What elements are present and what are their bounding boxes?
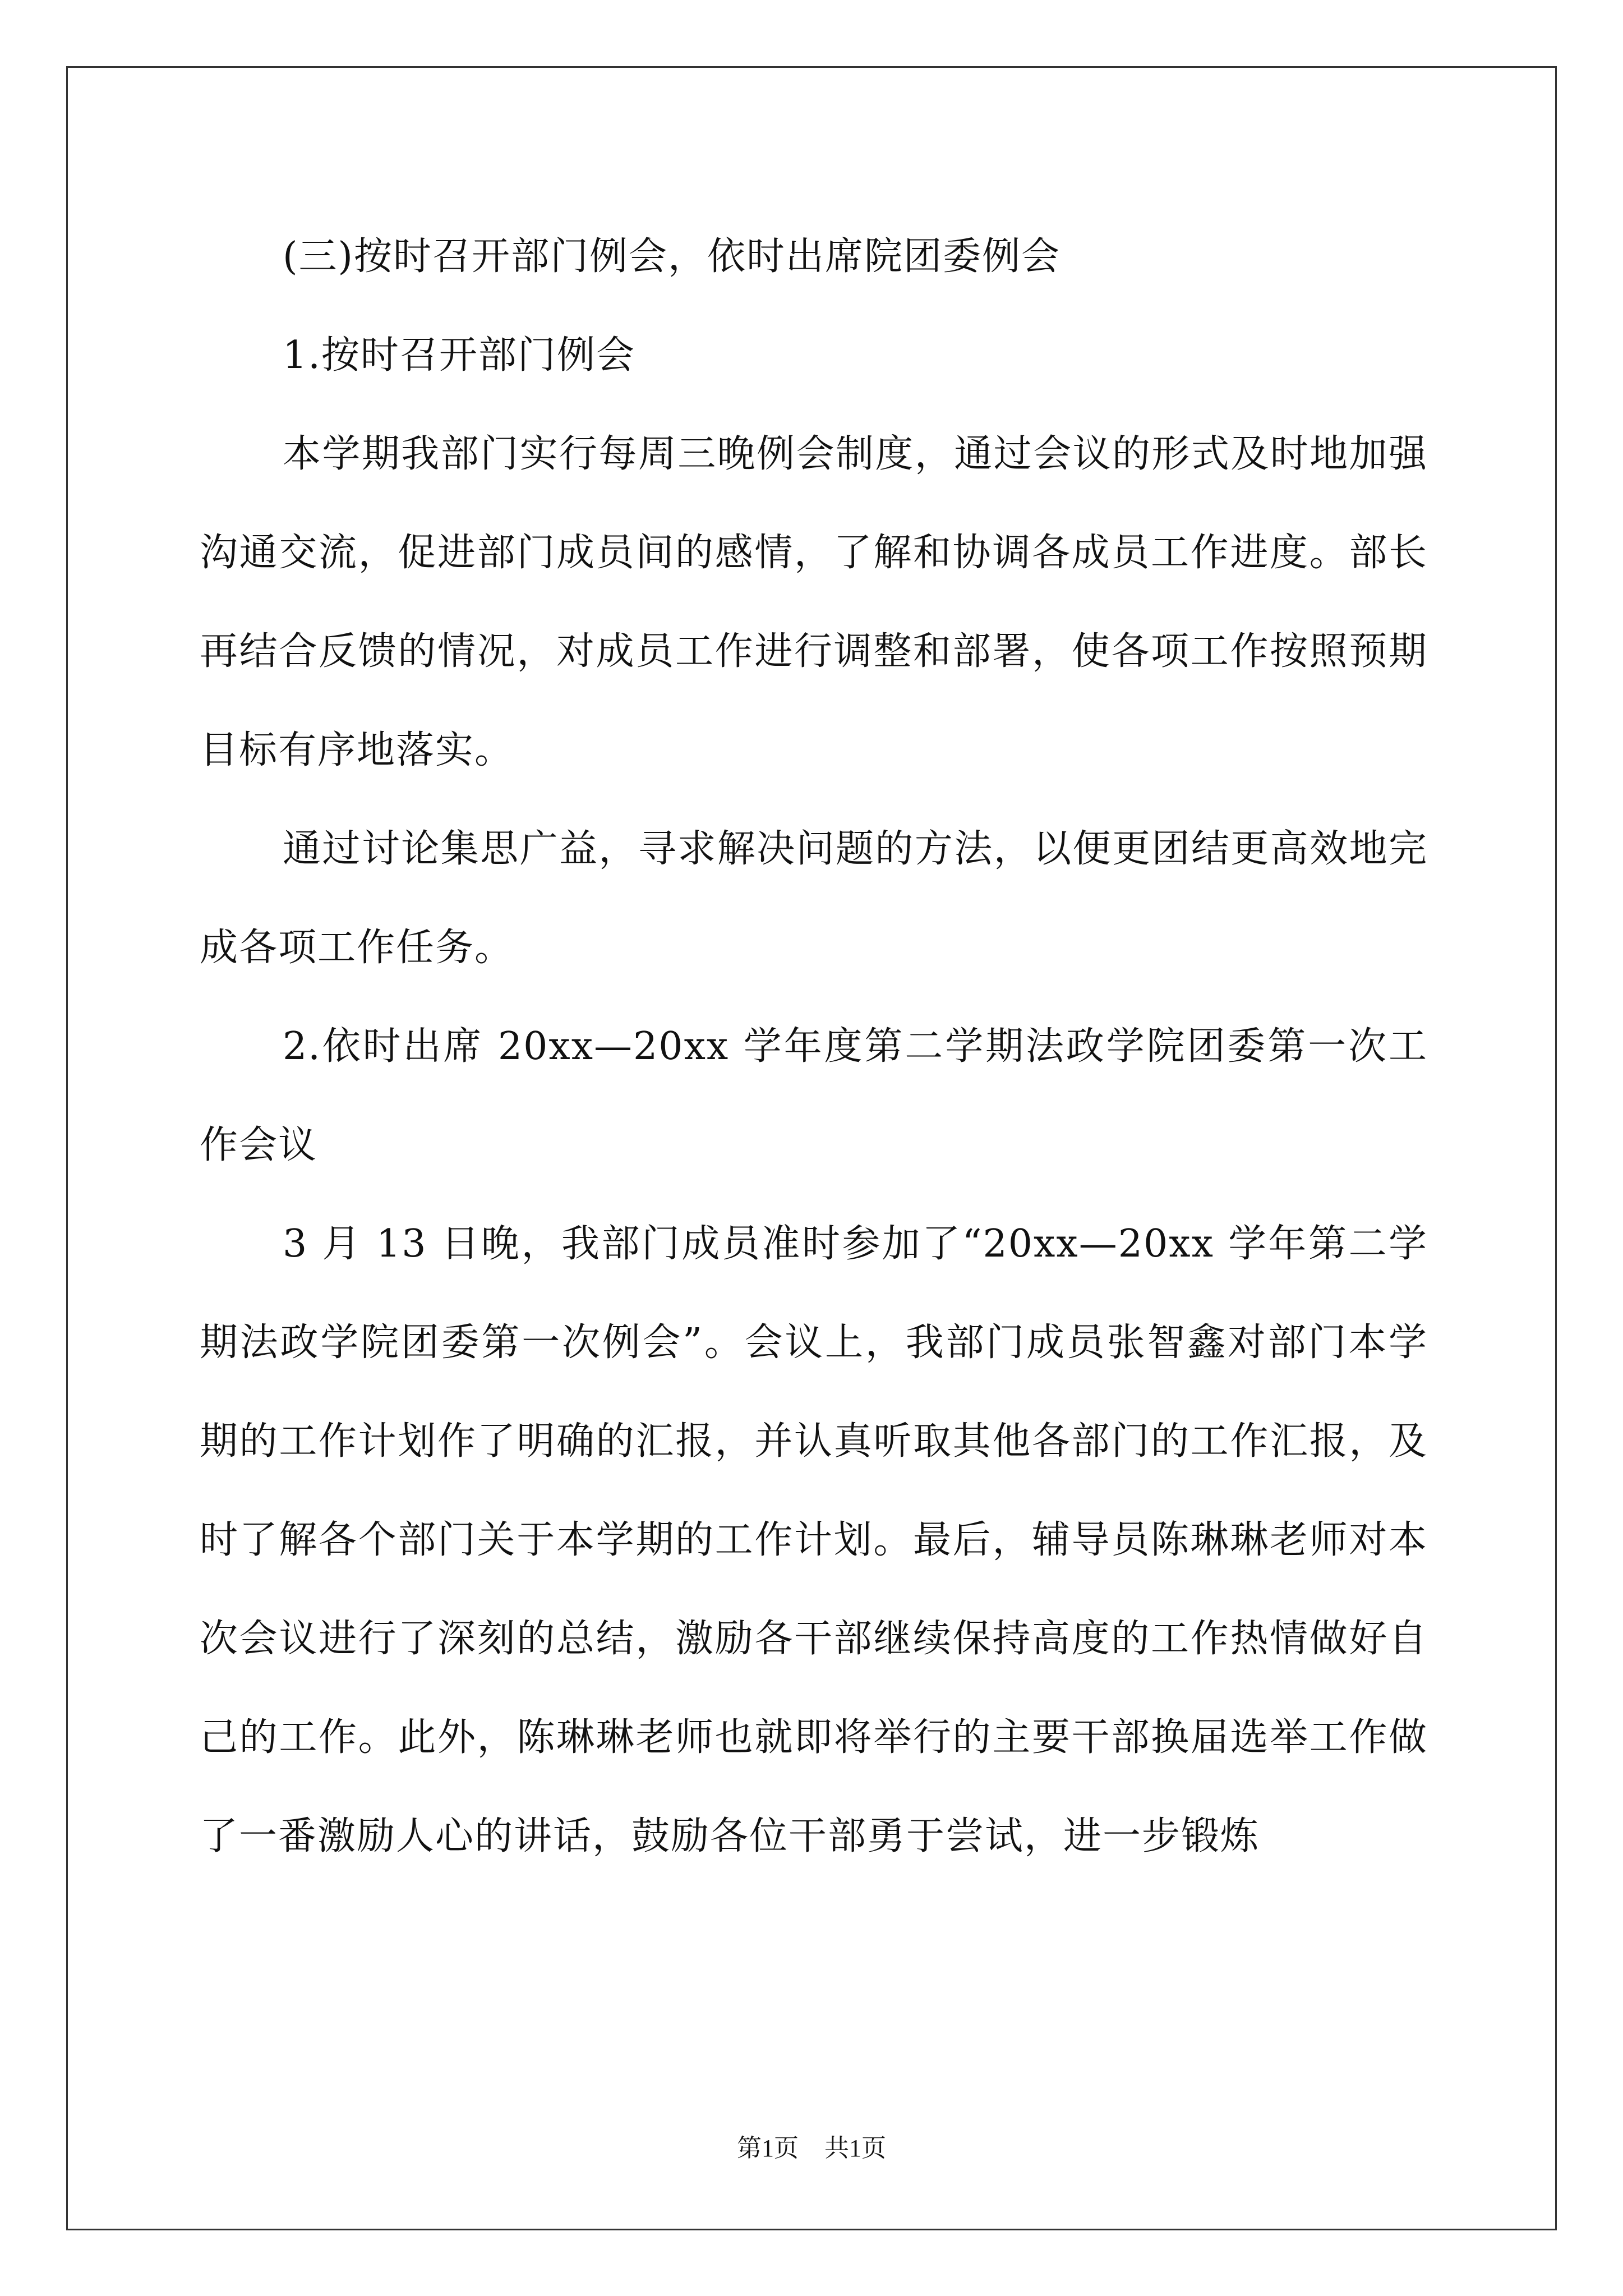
paragraph-discussion: 通过讨论集思广益，寻求解决问题的方法，以便更团结更高效地完成各项工作任务。 [200, 827, 1428, 970]
subsection-heading-1: 1.按时召开部门例会 [283, 333, 635, 378]
page-number: 第1页 [737, 2134, 799, 2162]
paragraph-march-meeting: 3 月 13 日晚，我部门成员准时参加了“20xx—20xx 学年第二学期法政学院团委第一次例会”。会议上，我部门成员张智鑫对部门本学期的工作计划作了明确的汇报，并认真听取其他各部门的工作汇报，及时了解各个部门关于本学期的工作计划。最后，辅导员陈琳琳老师对本次会议进行了深刻的总结，激励各干部继续保持高度的工作热情做好自己的工作。此外，陈琳琳老师也就即将举行的主要干部换届选举工作做了一番激励人心的讲话，鼓励各位干部勇于尝试，进一步锻炼 [200, 1222, 1428, 1858]
page-total: 共1页 [824, 2134, 886, 2162]
document-body [200, 208, 1428, 1886]
section-heading: (三)按时召开部门例会，依时出席院团委例会 [283, 234, 1061, 279]
paragraph-weekly-meeting: 本学期我部门实行每周三晚例会制度，通过会议的形式及时地加强沟通交流，促进部门成员间的感情，了解和协调各成员工作进度。部长再结合反馈的情况，对成员工作进行调整和部署，使各项工作按照预期目标有序地落实。 [200, 432, 1428, 772]
subsection-heading-2: 2.依时出席 20xx—20xx 学年度第二学期法政学院团委第一次工作会议 [200, 1024, 1428, 1167]
page-footer [0, 2132, 1623, 2165]
